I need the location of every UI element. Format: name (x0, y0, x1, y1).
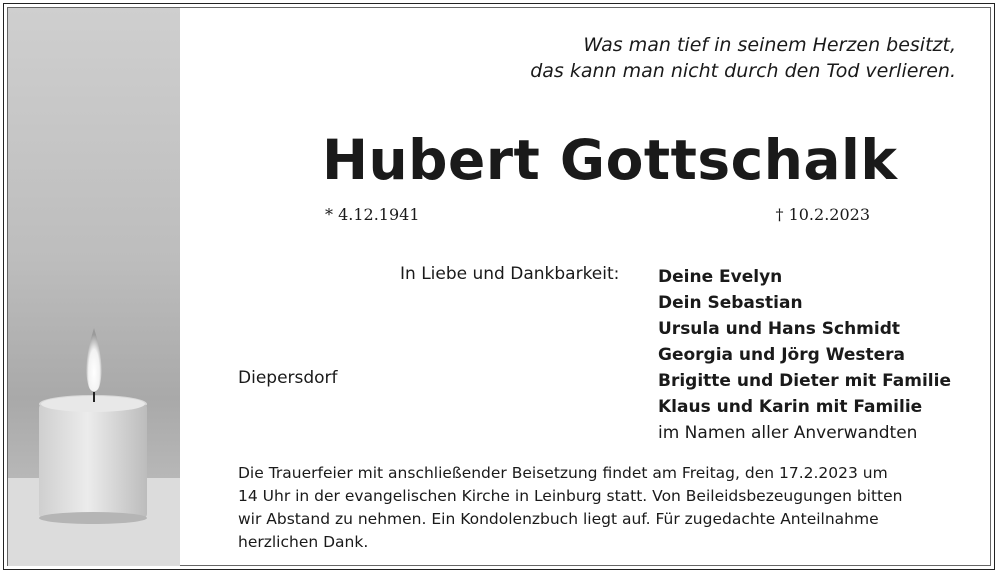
mourner-item: Ursula und Hans Schmidt (658, 319, 901, 339)
birth-date: * 4.12.1941 (325, 205, 420, 224)
candle-image (8, 8, 180, 566)
quote (496, 32, 956, 84)
funeral-notice (238, 462, 966, 554)
mourners-list (658, 264, 951, 446)
dedication-text: In Liebe und Dankbarkeit: (400, 264, 620, 284)
mourner-item: Dein Sebastian (658, 293, 803, 313)
deceased-name: Hubert Gottschalk (322, 128, 898, 192)
candle-flame-icon (86, 328, 101, 392)
mourner-item: Klaus und Karin mit Familie (658, 397, 923, 417)
quote-line-1: Was man tief in seinem Herzen besitzt, (583, 34, 956, 56)
notice-line: Die Trauerfeier mit anschließender Beisetzung findet am Freitag, den 17.2.2023 um (238, 464, 888, 482)
mourner-item: Georgia und Jörg Westera (658, 345, 906, 365)
mourner-closing: im Namen aller Anverwandten (658, 423, 918, 443)
notice-line: herzlichen Dank. (238, 533, 369, 551)
place-name: Diepersdorf (238, 368, 338, 388)
quote-line-2: das kann man nicht durch den Tod verlieren. (530, 60, 956, 82)
mourner-item: Brigitte und Dieter mit Familie (658, 371, 951, 391)
mourner-item: Deine Evelyn (658, 267, 783, 287)
notice-line: wir Abstand zu nehmen. Ein Kondolenzbuch liegt auf. Für zugedachte Anteilnahme (238, 510, 879, 528)
notice-line: 14 Uhr in der evangelischen Kirche in Leinburg statt. Von Beileidsbezeugungen bitten (238, 487, 903, 505)
death-date: † 10.2.2023 (775, 205, 870, 224)
candle-body (39, 404, 147, 518)
